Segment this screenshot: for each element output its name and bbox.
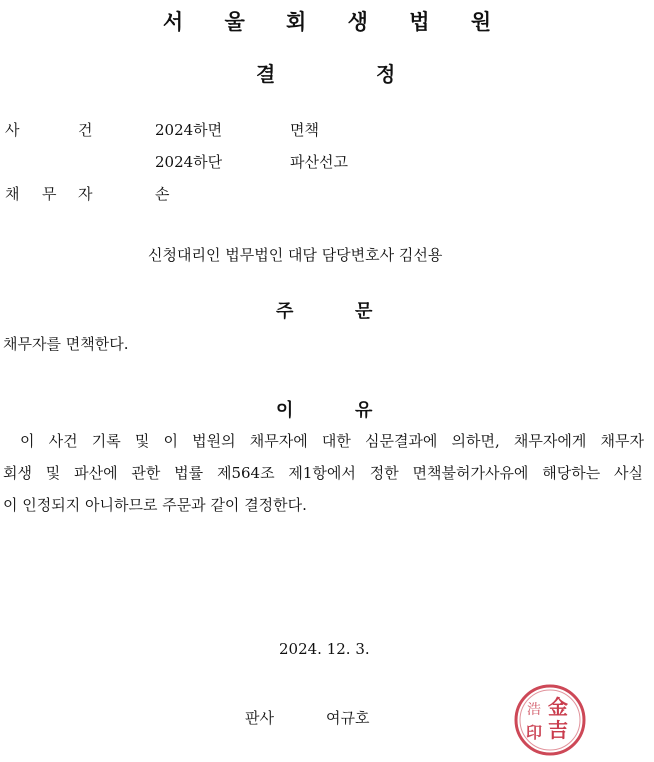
case-type-2: 파산선고 — [290, 153, 348, 171]
reason-heading-char-2: 유 — [355, 400, 373, 421]
case-number-2: 2024하단 — [155, 153, 223, 171]
doc-type-char-1: 결 — [256, 62, 276, 86]
reason-line-3: 이 인정되지 아니하므로 주문과 같이 결정한다. — [3, 496, 307, 514]
order-heading-char-2: 문 — [355, 301, 373, 322]
judge-name: 여규호 — [326, 709, 370, 727]
case-number-1: 2024하면 — [155, 121, 223, 139]
doc-type-char-2: 정 — [376, 62, 396, 86]
reason-heading-char-1: 이 — [276, 400, 294, 421]
debtor-label-char-1: 채 — [5, 185, 20, 203]
case-label-char-2: 건 — [78, 121, 93, 139]
svg-text:金: 金 — [548, 695, 568, 719]
order-text: 채무자를 면책한다. — [3, 335, 129, 353]
debtor-name: 손 — [155, 185, 170, 203]
case-label-char-1: 사 — [5, 121, 20, 139]
decision-date: 2024. 12. 3. — [279, 640, 370, 658]
reason-line-2: 회생 및 파산에 관한 법률 제564조 제1항에서 정한 면책불허가사유에 해당하는 사실 — [3, 464, 643, 482]
agent-line: 신청대리인 법무법인 대담 담당변호사 김선용 — [148, 246, 443, 264]
case-type-1: 면책 — [290, 121, 319, 139]
debtor-label-char-2: 무 — [42, 185, 57, 203]
svg-text:浩: 浩 — [527, 702, 541, 718]
debtor-label-char-3: 자 — [78, 185, 93, 203]
reason-line-1: 이 사건 기록 및 이 법원의 채무자에 대한 심문결과에 의하면, 채무자에게 채무자 — [20, 432, 644, 450]
judge-seal — [512, 682, 588, 758]
svg-text:印: 印 — [525, 723, 543, 742]
order-heading-char-1: 주 — [276, 301, 294, 322]
svg-text:吉: 吉 — [548, 718, 568, 742]
court-name: 서 울 회 생 법 원 — [162, 10, 509, 34]
judge-title: 판사 — [245, 709, 274, 727]
